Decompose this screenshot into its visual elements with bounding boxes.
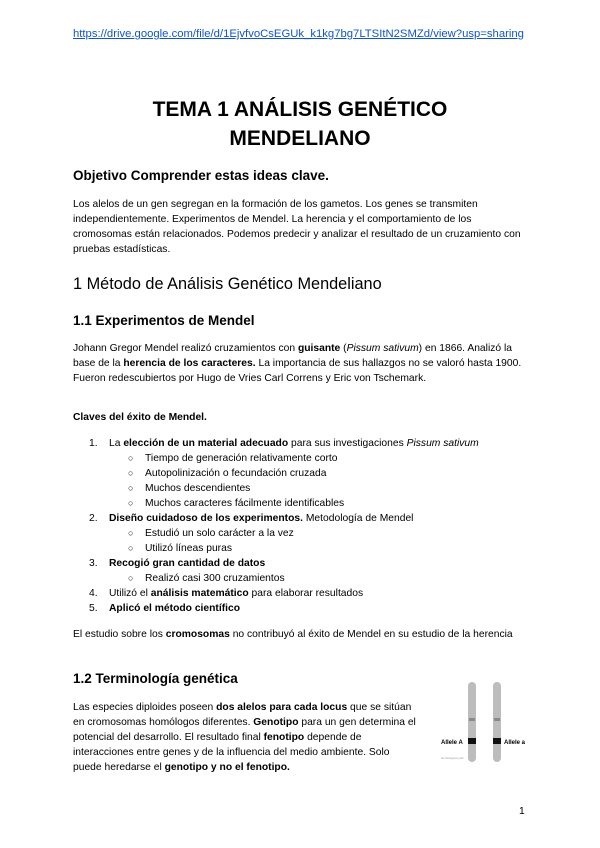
- terminology-paragraph: [73, 700, 418, 775]
- bullet-icon: ○: [128, 453, 134, 463]
- page-number: 1: [519, 806, 525, 817]
- bold-text: elección de un material adecuado: [123, 438, 289, 449]
- intro-paragraph: Los alelos de un gen segregan en la formación de los gametos. Los genes se transmiten independientemente. Experimentos de Mendel. La herencia y el comportamiento de los cromosomas están relacionados. Podemos predecir y analizar el resultado de un cruzamiento con pruebas estadísticas.: [73, 199, 521, 255]
- text: para elaborar resultados: [248, 588, 364, 599]
- mendel-paragraph: [73, 341, 533, 386]
- allele-b-label: Allele a: [504, 740, 526, 746]
- bullet-icon: ○: [128, 543, 134, 553]
- text: que se sitúan en cromosomas homólogos diferentes.: [73, 702, 412, 728]
- centromere-a: [469, 718, 475, 721]
- bullet-icon: ○: [128, 468, 134, 478]
- sub-list-item: [73, 496, 543, 511]
- bullet-icon: ○: [128, 498, 134, 508]
- chromosome-figure: [438, 680, 538, 770]
- sub-list-item: [73, 541, 543, 556]
- list-number: 3.: [89, 558, 98, 569]
- title-line-1: TEMA 1 ANÁLISIS GENÉTICO: [152, 98, 448, 121]
- text: para un gen determina el potencial del desarrollo. El resultado final: [73, 717, 416, 743]
- section-1-heading: 1 Método de Análisis Genético Mendeliano: [73, 275, 382, 293]
- bold-text: dos alelos para cada locus: [216, 702, 348, 713]
- italic-text: Pissum sativum: [346, 343, 419, 354]
- section-1-2-heading: 1.2 Terminología genética: [73, 671, 238, 686]
- locus-b-marker: [493, 738, 501, 744]
- bullet-icon: ○: [128, 573, 134, 583]
- text: para sus investigaciones: [288, 438, 407, 449]
- list-number: 1.: [89, 438, 98, 449]
- chromosome-b-icon: [493, 682, 501, 762]
- text: Las especies diploides poseen: [73, 702, 217, 713]
- bold-text: Aplicó el método científico: [109, 603, 241, 614]
- list-number: 5.: [89, 603, 98, 614]
- locus-a-marker: [468, 738, 476, 744]
- text: Muchos caracteres fácilmente identificables: [145, 498, 345, 509]
- bold-text: genotipo y no el fenotipo.: [164, 762, 290, 773]
- text: Utilizó el: [109, 588, 151, 599]
- list-number: 4.: [89, 588, 98, 599]
- centromere-b: [494, 718, 500, 721]
- text: ) en 1866. Analizó la base de la: [73, 343, 512, 369]
- text: Tiempo de generación relativamente corto: [145, 453, 338, 464]
- italic-text: Pissum sativum: [406, 438, 479, 449]
- sub-list-item: [73, 526, 543, 541]
- text: Utilizó líneas puras: [145, 543, 232, 554]
- bold-text: Recogió gran cantidad de datos: [109, 558, 266, 569]
- text: Realizó casi 300 cruzamientos: [145, 573, 285, 584]
- bold-text: guisante: [297, 343, 341, 354]
- bold-text: cromosomas: [165, 629, 230, 640]
- text: Autopolinización o fecundación cruzada: [145, 468, 327, 479]
- list-item: [73, 586, 543, 601]
- allele-a-label: Allele A: [441, 740, 463, 746]
- objective-heading: Objetivo Comprender estas ideas clave.: [73, 168, 329, 183]
- sub-list-item: [73, 466, 543, 481]
- figure-caption: Homologous pair: [441, 756, 464, 760]
- bullet-icon: ○: [128, 528, 134, 538]
- chromosome-paragraph: [73, 627, 533, 642]
- text: Muchos descendientes: [145, 483, 251, 494]
- text: Metodología de Mendel: [302, 513, 414, 524]
- sub-list-item: [73, 481, 543, 496]
- list-item: [73, 436, 543, 451]
- text: Estudió un solo carácter a la vez: [145, 528, 294, 539]
- list-item: [73, 556, 543, 571]
- title-line-2: MENDELIANO: [229, 127, 371, 150]
- text: El estudio sobre los: [73, 629, 166, 640]
- text: La importancia de sus hallazgos no se valoró hasta 1900. Fueron redescubiertos por Hugo de Vries Carl Correns y Eric von Tschemark.: [73, 358, 522, 384]
- text: no contribuyó al éxito de Mendel en su estudio de la herencia: [229, 629, 513, 640]
- bold-text: Genotipo: [253, 717, 299, 728]
- keys-list: [73, 436, 543, 616]
- bullet-icon: ○: [128, 483, 134, 493]
- list-item: [73, 511, 543, 526]
- text: (: [340, 343, 347, 354]
- page-title: [60, 95, 540, 153]
- sub-list-item: [73, 451, 543, 466]
- text: La: [109, 438, 124, 449]
- list-number: 2.: [89, 513, 98, 524]
- bold-text: Diseño cuidadoso de los experimentos.: [109, 513, 303, 524]
- bold-text: herencia de los caracteres.: [123, 358, 256, 369]
- section-1-1-heading: 1.1 Experimentos de Mendel: [73, 313, 255, 328]
- chromosome-a-icon: [468, 682, 476, 762]
- text: depende de interacciones entre genes y de la influencia del medio ambiente. Solo puede heredarse el: [73, 732, 390, 773]
- drive-link[interactable]: https://drive.google.com/file/d/1EjvfvoCsEGUk_k1kg7bg7LTSItN2SMZd/view?usp=sharing: [73, 28, 524, 40]
- keys-heading: Claves del éxito de Mendel.: [73, 412, 207, 423]
- bold-text: análisis matemático: [150, 588, 249, 599]
- bold-text: fenotipo: [263, 732, 305, 743]
- list-item: [73, 601, 543, 616]
- text: Johann Gregor Mendel realizó cruzamientos con: [73, 343, 298, 354]
- sub-list-item: [73, 571, 543, 586]
